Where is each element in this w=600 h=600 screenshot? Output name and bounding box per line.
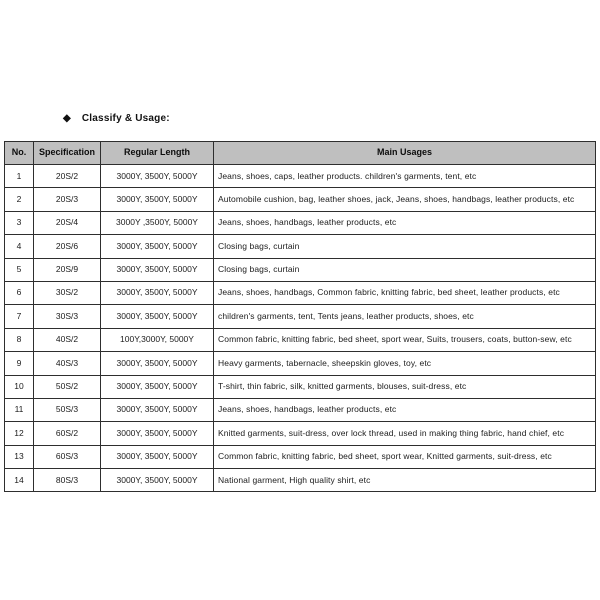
row-regular-length: 3000Y, 3500Y, 5000Y (101, 235, 214, 258)
table-row (5, 188, 596, 211)
row-no: 2 (5, 188, 34, 211)
classify-usage-table (4, 141, 596, 492)
row-main-usages: Common fabric, knitting fabric, bed sheet, sport wear, Knitted garments, suit-dress, etc (214, 445, 596, 468)
table-header-row (5, 142, 596, 165)
table-row (5, 258, 596, 281)
table-row (5, 445, 596, 468)
row-no: 8 (5, 328, 34, 351)
column-header-no: No. (5, 142, 34, 165)
table-row (5, 305, 596, 328)
row-regular-length: 3000Y, 3500Y, 5000Y (101, 398, 214, 421)
table-row (5, 422, 596, 445)
row-regular-length: 3000Y, 3500Y, 5000Y (101, 188, 214, 211)
row-no: 9 (5, 352, 34, 375)
table-row (5, 469, 596, 492)
row-regular-length: 3000Y, 3500Y, 5000Y (101, 422, 214, 445)
row-main-usages: Heavy garments, tabernacle, sheepskin gloves, toy, etc (214, 352, 596, 375)
row-regular-length: 3000Y, 3500Y, 5000Y (101, 445, 214, 468)
diamond-bullet-icon: ◆ (63, 113, 71, 124)
row-no: 3 (5, 211, 34, 234)
column-header-specification: Specification (34, 142, 101, 165)
section-heading (63, 113, 170, 124)
row-specification: 30S/2 (34, 281, 101, 304)
section-heading-label: Classify & Usage: (81, 113, 170, 124)
row-main-usages: Jeans, shoes, caps, leather products. children's garments, tent, etc (214, 165, 596, 188)
column-header-regular-length: Regular Length (101, 142, 214, 165)
row-specification: 50S/3 (34, 398, 101, 421)
row-regular-length: 100Y,3000Y, 5000Y (101, 328, 214, 351)
row-regular-length: 3000Y, 3500Y, 5000Y (101, 375, 214, 398)
row-main-usages: National garment, High quality shirt, etc (214, 469, 596, 492)
row-no: 4 (5, 235, 34, 258)
row-no: 10 (5, 375, 34, 398)
row-regular-length: 3000Y, 3500Y, 5000Y (101, 469, 214, 492)
row-no: 7 (5, 305, 34, 328)
row-specification: 20S/3 (34, 188, 101, 211)
row-regular-length: 3000Y, 3500Y, 5000Y (101, 258, 214, 281)
row-specification: 80S/3 (34, 469, 101, 492)
row-regular-length: 3000Y, 3500Y, 5000Y (101, 352, 214, 375)
row-main-usages: children's garments, tent, Tents jeans, leather products, shoes, etc (214, 305, 596, 328)
table-row (5, 235, 596, 258)
table-row (5, 211, 596, 234)
table-row (5, 398, 596, 421)
row-specification: 40S/3 (34, 352, 101, 375)
row-main-usages: Common fabric, knitting fabric, bed sheet, sport wear, Suits, trousers, coats, button-sew, etc (214, 328, 596, 351)
row-regular-length: 3000Y, 3500Y, 5000Y (101, 165, 214, 188)
row-main-usages: Jeans, shoes, handbags, leather products, etc (214, 211, 596, 234)
row-no: 5 (5, 258, 34, 281)
row-regular-length: 3000Y, 3500Y, 5000Y (101, 281, 214, 304)
row-no: 12 (5, 422, 34, 445)
row-no: 14 (5, 469, 34, 492)
row-specification: 60S/2 (34, 422, 101, 445)
row-specification: 20S/2 (34, 165, 101, 188)
row-specification: 20S/4 (34, 211, 101, 234)
table-row (5, 328, 596, 351)
row-main-usages: T-shirt, thin fabric, silk, knitted garments, blouses, suit-dress, etc (214, 375, 596, 398)
row-main-usages: Closing bags, curtain (214, 235, 596, 258)
row-main-usages: Jeans, shoes, handbags, leather products, etc (214, 398, 596, 421)
row-regular-length: 3000Y ,3500Y, 5000Y (101, 211, 214, 234)
table-row (5, 375, 596, 398)
row-main-usages: Knitted garments, suit-dress, over lock thread, used in making thing fabric, hand chief, etc (214, 422, 596, 445)
table-row (5, 165, 596, 188)
row-main-usages: Jeans, shoes, handbags, Common fabric, knitting fabric, bed sheet, leather products, etc (214, 281, 596, 304)
row-specification: 20S/6 (34, 235, 101, 258)
row-main-usages: Closing bags, curtain (214, 258, 596, 281)
row-specification: 20S/9 (34, 258, 101, 281)
row-main-usages: Automobile cushion, bag, leather shoes, jack, Jeans, shoes, handbags, leather products, etc (214, 188, 596, 211)
row-no: 11 (5, 398, 34, 421)
table-body (5, 165, 596, 492)
row-no: 13 (5, 445, 34, 468)
row-no: 1 (5, 165, 34, 188)
row-specification: 60S/3 (34, 445, 101, 468)
row-specification: 30S/3 (34, 305, 101, 328)
row-specification: 50S/2 (34, 375, 101, 398)
column-header-main-usages: Main Usages (214, 142, 596, 165)
table-row (5, 352, 596, 375)
row-specification: 40S/2 (34, 328, 101, 351)
row-no: 6 (5, 281, 34, 304)
row-regular-length: 3000Y, 3500Y, 5000Y (101, 305, 214, 328)
table-row (5, 281, 596, 304)
